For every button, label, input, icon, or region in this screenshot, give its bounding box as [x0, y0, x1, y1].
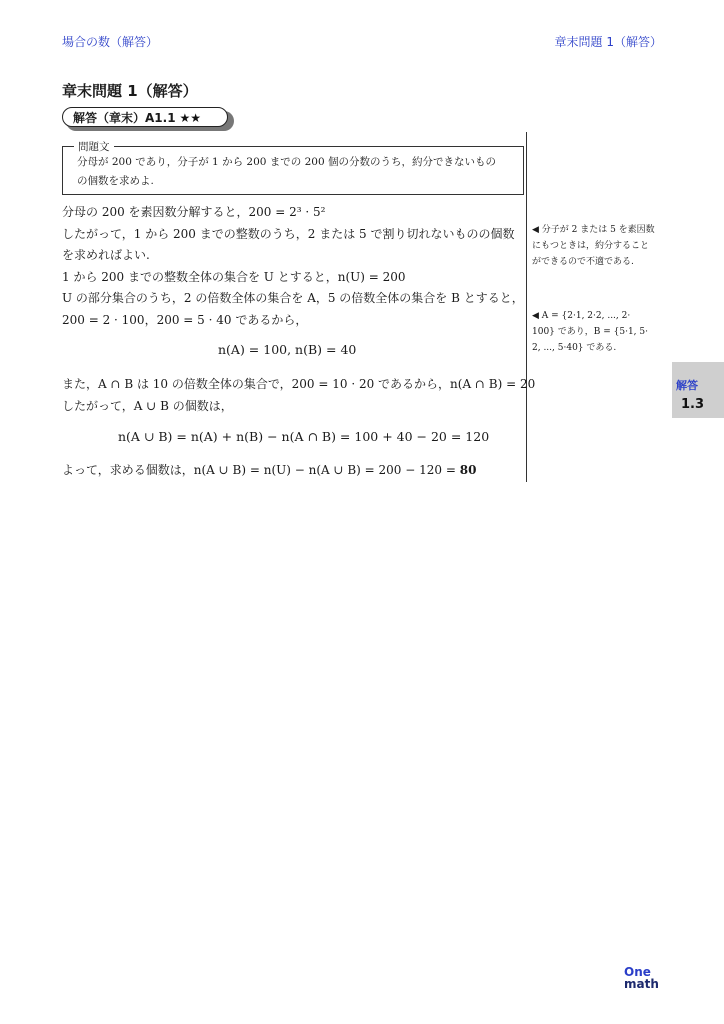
problem-line-1: 分母が 200 であり，分子が 1 から 200 までの 200 個の分数のうち，約分できないもの [77, 156, 497, 168]
margin-note-1 [532, 222, 655, 270]
note-1-line-3: ができるので不適である. [532, 257, 634, 267]
logo-top: One [624, 965, 651, 979]
note-1-line-2: にもつときは，約分すること [532, 241, 650, 251]
logo-bottom: math [624, 977, 659, 991]
side-tab-number: 1.3 [681, 397, 705, 412]
final-answer: 80 [459, 463, 477, 477]
running-header-right: 章末問題 1（解答） [554, 35, 662, 49]
note-1-line-1: ◀ 分子が 2 または 5 を素因数 [532, 225, 655, 235]
conclusion-formula: n(A ∪ B) = n(U) − n(A ∪ B) = 200 − 120 = [193, 463, 460, 477]
margin-note-2 [532, 308, 648, 356]
badge-body [62, 107, 228, 127]
note-2-line-3: 2, ..., 5·40} である. [532, 343, 617, 353]
problem-box [62, 146, 524, 195]
difficulty-stars: ★★ [179, 111, 202, 125]
equation-2: n(A ∪ B) = n(A) + n(B) − n(A ∩ B) = 100 + 40 − 20 = 120 [118, 429, 490, 444]
solution-line-7: また，A ∩ B は 10 の倍数全体の集合で，200 = 10 · 20 であるから，n(A ∩ B) = 20 [62, 377, 536, 391]
badge-label: 解答（章末）A1.1 [73, 111, 176, 125]
solution-line-5: U の部分集合のうち，2 の倍数全体の集合を A，5 の倍数全体の集合を B とすると， [62, 291, 524, 305]
solution-line-1: 分母の 200 を素因数分解すると，200 = 2³ · 5² [62, 205, 326, 219]
solution-line-6: 200 = 2 · 100，200 = 5 · 40 であるから， [62, 313, 308, 327]
solution-line-8: したがって，A ∪ B の個数は， [62, 399, 233, 413]
solution-line-9 [62, 461, 476, 478]
onemath-logo [624, 966, 659, 990]
solution-line-4: 1 から 200 までの整数全体の集合を U とすると，n(U) = 200 [62, 270, 406, 284]
side-tab-label: 解答 [676, 379, 698, 392]
problem-label: 問題文 [74, 139, 114, 154]
conclusion-prefix: よって，求める個数は， [62, 463, 194, 477]
solution-line-3: を求めればよい. [62, 248, 150, 262]
note-2-line-2: 100} であり，B = {5·1, 5· [532, 327, 648, 337]
running-header-left: 場合の数（解答） [62, 35, 159, 49]
margin-divider [526, 132, 527, 482]
equation-1: n(A) = 100, n(B) = 40 [218, 342, 357, 357]
problem-line-2: の個数を求めよ. [77, 175, 154, 187]
answer-badge [62, 107, 232, 129]
note-2-line-1: ◀ A = {2·1, 2·2, ..., 2· [532, 311, 631, 321]
chapter-title: 章末問題 1（解答） [62, 82, 198, 100]
solution-line-2: したがって，1 から 200 までの整数のうち，2 または 5 で割り切れないものの個数 [62, 227, 515, 241]
